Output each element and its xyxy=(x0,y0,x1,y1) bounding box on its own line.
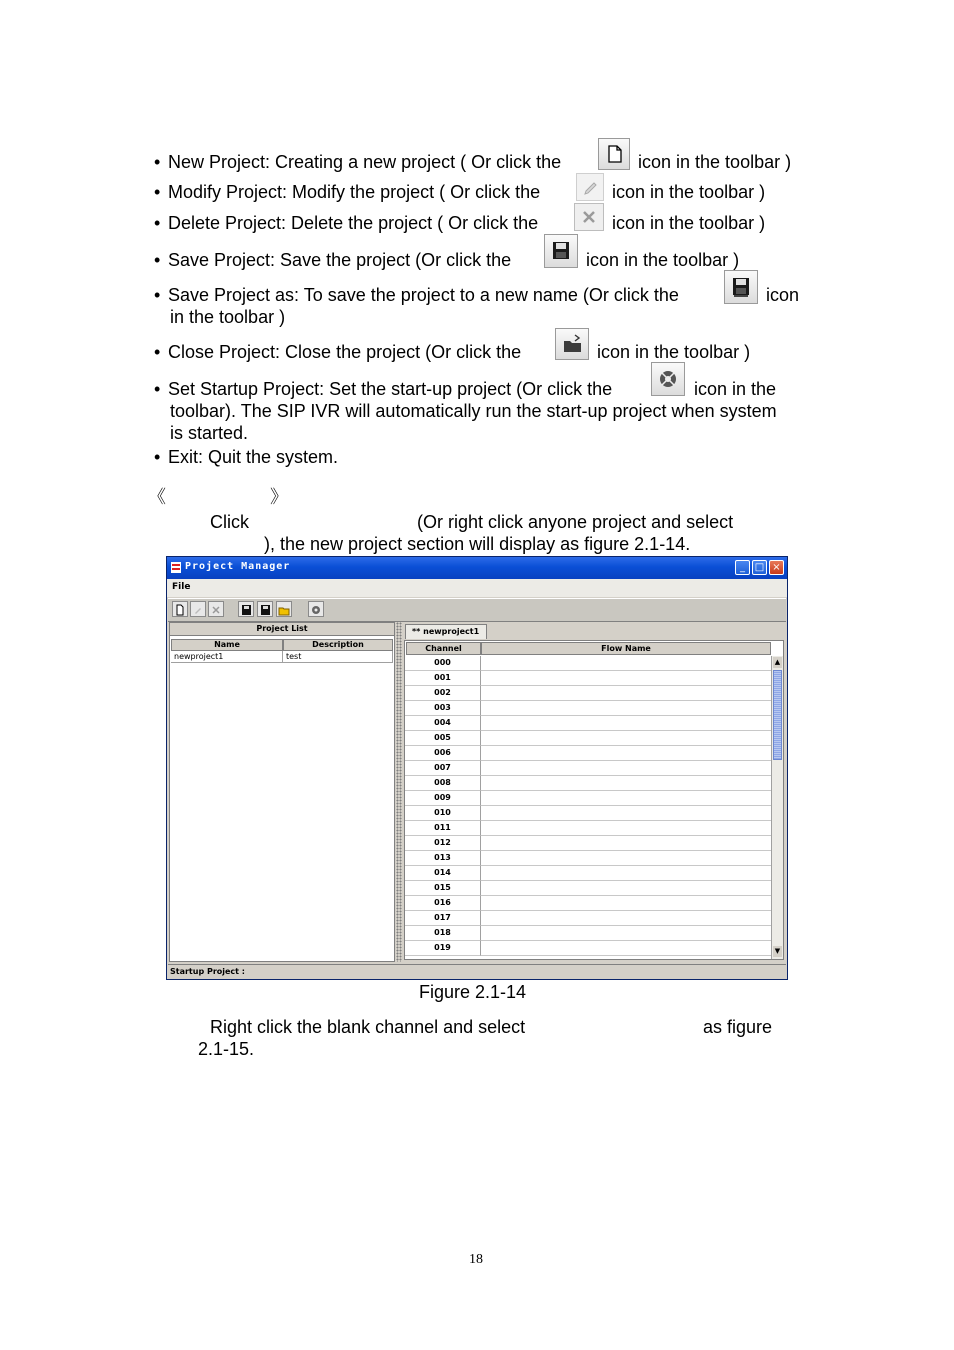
flow-name-cell[interactable] xyxy=(481,881,771,896)
para2-line1a: Right click the blank channel and select xyxy=(210,1017,526,1037)
folder-close-icon xyxy=(555,328,589,360)
project-list-title: Project List xyxy=(170,623,394,636)
app-icon xyxy=(170,561,182,574)
tab-newproject1[interactable]: ** newproject1 xyxy=(405,624,487,639)
bullet-new-project: • New Project: Creating a new project ( Or click the xyxy=(154,152,562,172)
section-open-bracket: 《 xyxy=(148,487,166,507)
project-description-cell: test xyxy=(283,651,393,663)
figure-caption: Figure 2.1-14 xyxy=(419,982,527,1002)
folder-close-icon xyxy=(277,603,291,617)
flow-name-cell[interactable] xyxy=(481,656,771,671)
flow-name-cell[interactable] xyxy=(481,851,771,866)
channel-cell[interactable]: 007 xyxy=(405,761,481,776)
flow-panel xyxy=(403,622,785,962)
flow-name-cell[interactable] xyxy=(481,701,771,716)
floppy-disk-saveas-icon xyxy=(258,603,272,617)
column-channel[interactable]: Channel xyxy=(406,642,481,655)
toolbar-modify-button[interactable] xyxy=(190,601,206,617)
flow-name-cell[interactable] xyxy=(481,821,771,836)
maximize-button[interactable]: □ xyxy=(752,560,767,575)
window-title: Project Manager xyxy=(185,561,291,572)
bullet-save-project-as: • Save Project as: To save the project to a new name (Or click the xyxy=(154,285,679,305)
channel-cell[interactable]: 018 xyxy=(405,926,481,941)
pencil-icon xyxy=(576,173,604,201)
menubar xyxy=(167,579,787,597)
flow-name-cell[interactable] xyxy=(481,761,771,776)
scroll-down-icon[interactable]: ▼ xyxy=(774,947,781,955)
close-button[interactable]: × xyxy=(769,560,784,575)
flow-name-cell[interactable] xyxy=(481,941,771,956)
project-name-cell: newproject1 xyxy=(171,651,283,663)
para1-line2: ), the new project section will display as figure 2.1-14. xyxy=(264,534,691,554)
menu-file[interactable]: File xyxy=(172,582,191,592)
para2-line1b: as figure xyxy=(703,1017,773,1037)
bullet-save-project-as-line2: in the toolbar ) xyxy=(170,307,286,327)
floppy-disk-saveas-icon xyxy=(724,270,758,304)
flow-name-cell[interactable] xyxy=(481,731,771,746)
flow-name-cell[interactable] xyxy=(481,671,771,686)
channel-cell[interactable]: 019 xyxy=(405,941,481,956)
bullet-startup-project-line3: is started. xyxy=(170,423,249,443)
channel-cell[interactable]: 009 xyxy=(405,791,481,806)
flow-name-cell[interactable] xyxy=(481,791,771,806)
bullet-close-project: • Close Project: Close the project (Or click the xyxy=(154,342,522,362)
page-number: 18 xyxy=(469,1252,483,1267)
new-document-icon xyxy=(173,603,187,617)
toolbar-new-button[interactable] xyxy=(172,601,188,617)
flow-name-cell[interactable] xyxy=(481,836,771,851)
flow-name-cell[interactable] xyxy=(481,866,771,881)
toolbar xyxy=(168,598,786,622)
channel-cell[interactable]: 011 xyxy=(405,821,481,836)
bullet-new-project-after: icon in the toolbar ) xyxy=(638,152,792,172)
delete-x-icon xyxy=(209,603,223,617)
scroll-thumb[interactable] xyxy=(773,670,782,760)
channel-cell[interactable]: 015 xyxy=(405,881,481,896)
floppy-disk-icon xyxy=(544,234,578,268)
flow-name-cell[interactable] xyxy=(481,806,771,821)
bullet-close-project-after: icon in the toolbar ) xyxy=(597,342,751,362)
flow-name-cell[interactable] xyxy=(481,911,771,926)
channel-cell[interactable]: 005 xyxy=(405,731,481,746)
para1-click: Click xyxy=(210,512,249,532)
bullet-modify-project-after: icon in the toolbar ) xyxy=(612,182,766,202)
scroll-up-icon[interactable]: ▲ xyxy=(774,658,781,666)
bullet-modify-project: • Modify Project: Modify the project ( Or click the xyxy=(154,182,541,202)
channel-cell[interactable]: 002 xyxy=(405,686,481,701)
column-flow-name[interactable]: Flow Name xyxy=(481,642,771,655)
flow-name-cell[interactable] xyxy=(481,776,771,791)
channel-cell[interactable]: 017 xyxy=(405,911,481,926)
channel-table xyxy=(404,640,784,960)
para1-rest: (Or right click anyone project and select xyxy=(417,512,734,532)
toolbar-delete-button[interactable] xyxy=(208,601,224,617)
channel-cell[interactable]: 010 xyxy=(405,806,481,821)
flow-name-cell[interactable] xyxy=(481,686,771,701)
project-list-panel xyxy=(169,622,395,962)
channel-cell[interactable]: 014 xyxy=(405,866,481,881)
para2-line2: 2.1-15. xyxy=(198,1039,255,1059)
bullet-startup-project-line2: toolbar). The SIP IVR will automatically run the start-up project when system xyxy=(170,401,777,421)
toolbar-close-button[interactable] xyxy=(276,601,292,617)
flow-name-cell[interactable] xyxy=(481,896,771,911)
vertical-scrollbar[interactable] xyxy=(771,656,783,959)
channel-cell[interactable]: 012 xyxy=(405,836,481,851)
channel-cell[interactable]: 013 xyxy=(405,851,481,866)
channel-cell[interactable]: 016 xyxy=(405,896,481,911)
flow-name-cell[interactable] xyxy=(481,716,771,731)
toolbar-startup-button[interactable] xyxy=(308,601,324,617)
toolbar-saveas-button[interactable] xyxy=(257,601,273,617)
startup-gear-icon xyxy=(651,362,685,396)
startup-project-status: Startup Project : xyxy=(168,964,786,978)
bullet-delete-project-after: icon in the toolbar ) xyxy=(612,213,766,233)
project-manager-window xyxy=(166,556,788,980)
toolbar-save-button[interactable] xyxy=(238,601,254,617)
channel-cell[interactable]: 006 xyxy=(405,746,481,761)
floppy-disk-icon xyxy=(239,603,253,617)
minimize-button[interactable]: _ xyxy=(735,560,750,575)
pencil-icon xyxy=(191,603,205,617)
bullet-save-project: • Save Project: Save the project (Or click the xyxy=(154,250,512,270)
channel-cell[interactable]: 000 xyxy=(405,656,481,671)
flow-name-cell[interactable] xyxy=(481,746,771,761)
section-close-bracket: 》 xyxy=(270,487,288,507)
bullet-save-project-after: icon in the toolbar ) xyxy=(586,250,740,270)
channel-cell[interactable]: 004 xyxy=(405,716,481,731)
startup-gear-icon xyxy=(309,603,323,617)
channel-cell[interactable]: 008 xyxy=(405,776,481,791)
bullet-delete-project: • Delete Project: Delete the project ( Or click the xyxy=(154,213,539,233)
flow-name-cell[interactable] xyxy=(481,926,771,941)
split-pane-divider[interactable] xyxy=(396,622,402,962)
bullet-startup-project: • Set Startup Project: Set the start-up project (Or click the xyxy=(154,379,613,399)
channel-cell[interactable]: 003 xyxy=(405,701,481,716)
bullet-startup-project-after: icon in the xyxy=(694,379,777,399)
bullet-save-project-as-after: icon xyxy=(766,285,800,305)
column-name[interactable]: Name xyxy=(171,639,283,651)
new-document-icon xyxy=(598,138,630,170)
window-titlebar xyxy=(167,557,787,579)
delete-x-icon xyxy=(574,203,604,231)
bullet-exit: • Exit: Quit the system. xyxy=(154,447,339,467)
column-description[interactable]: Description xyxy=(283,639,393,651)
channel-cell[interactable]: 001 xyxy=(405,671,481,686)
